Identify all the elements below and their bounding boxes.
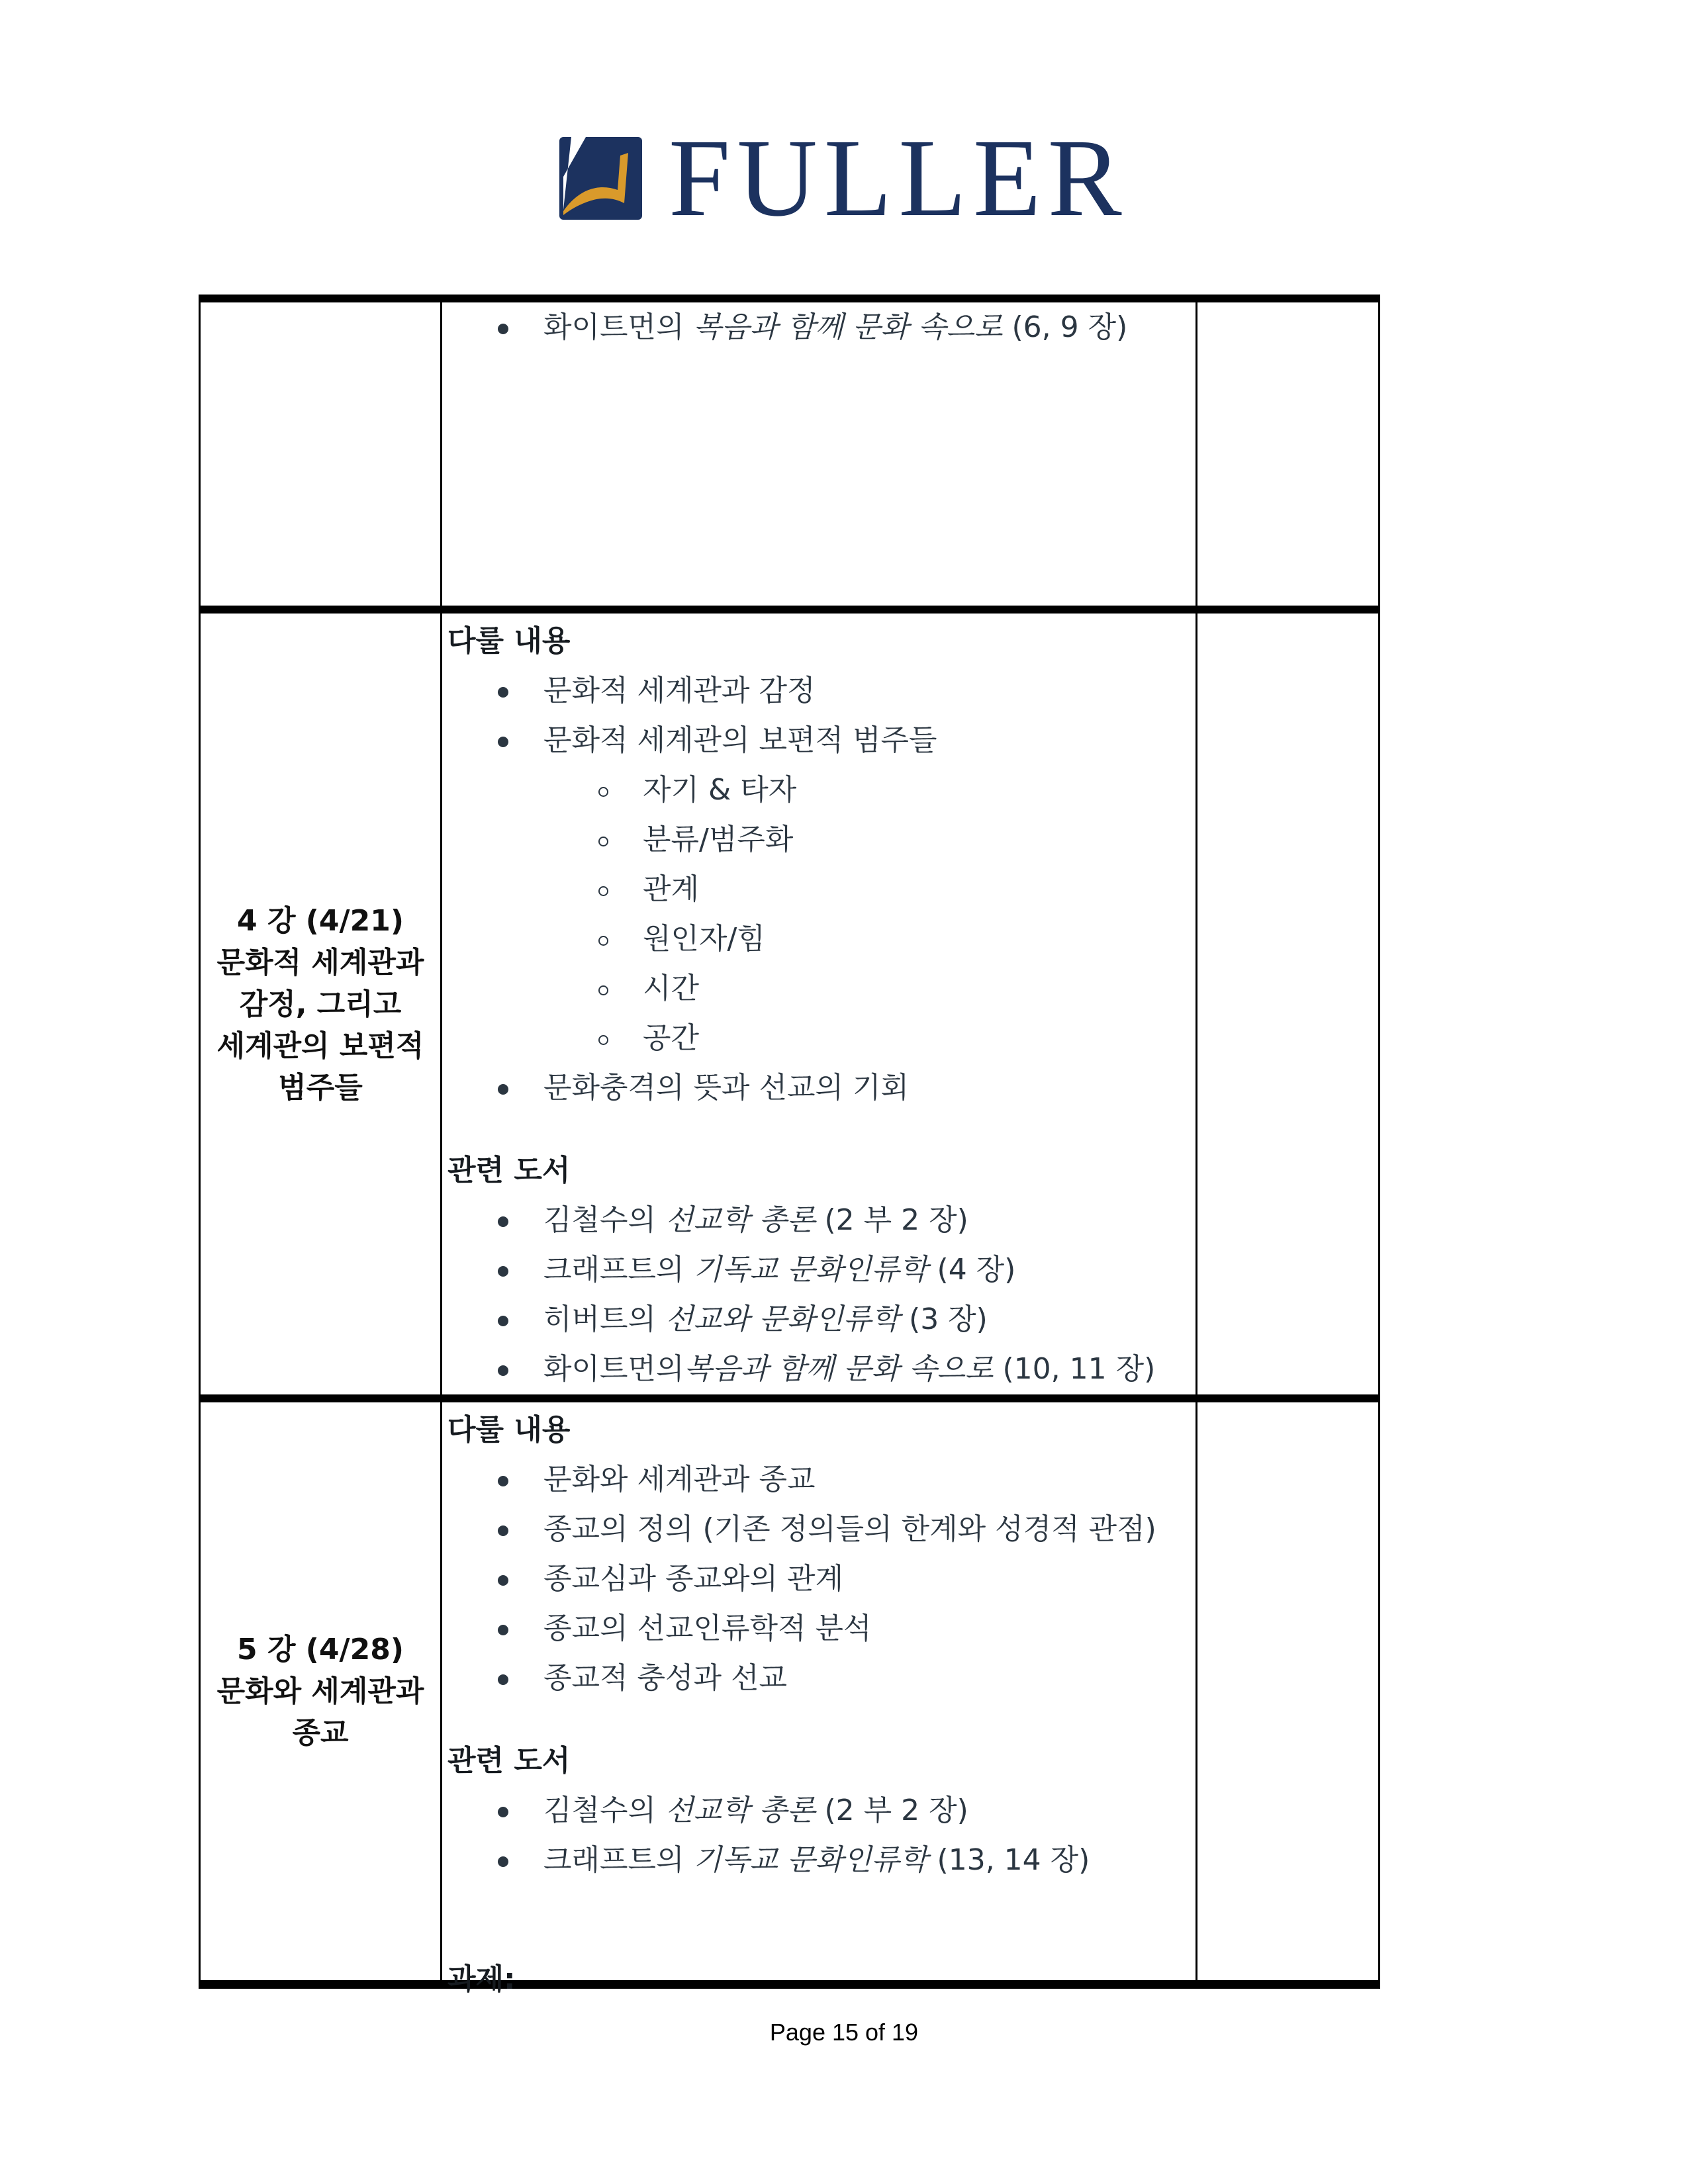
readings-heading: 관련 도서 xyxy=(447,1744,571,1778)
bullet-icon xyxy=(498,1084,508,1095)
table-row xyxy=(199,1394,1380,1996)
bullet-icon xyxy=(498,1266,508,1277)
book-title: 선교와 문화인류학 xyxy=(665,1302,900,1336)
hollow-bullet-icon xyxy=(598,985,608,995)
table-row xyxy=(199,295,1380,606)
session-cell xyxy=(199,614,440,1394)
list-item: 종교의 선교인류학적 분석 xyxy=(447,1604,1196,1653)
notes-cell xyxy=(1196,614,1380,1394)
list-item: 화이트먼의복음과 함께 문화 속으로 (10, 11 장) xyxy=(447,1344,1196,1394)
list-item: 문화적 세계관의 보편적 범주들 xyxy=(447,715,1196,765)
hollow-bullet-icon xyxy=(598,787,608,797)
session-title: 5 강 (4/28) 문화와 세계관과 종교 xyxy=(216,1633,424,1750)
hollow-bullet-icon xyxy=(598,886,608,896)
bullet-icon xyxy=(498,1316,508,1326)
bullet-icon xyxy=(498,324,508,334)
topic-list xyxy=(447,666,1196,1113)
session-cell xyxy=(199,302,440,606)
list-item: 종교심과 종교와의 관계 xyxy=(447,1554,1196,1604)
bullet-icon xyxy=(498,687,508,698)
hollow-bullet-icon xyxy=(598,837,608,846)
reading-list xyxy=(447,1195,1196,1394)
bullet-icon xyxy=(498,1365,508,1376)
list-item: 문화적 세계관과 감정 xyxy=(447,666,1196,715)
sub-list-item: 시간 xyxy=(447,964,1196,1013)
list-item: 크래프트의 기독교 문화인류학 (13, 14 장) xyxy=(447,1835,1196,1885)
spacer xyxy=(447,1703,1196,1736)
content-cell xyxy=(440,302,1196,606)
fuller-logo xyxy=(559,116,1129,240)
notes-cell xyxy=(1196,302,1380,606)
list-item: 문화충격의 뜻과 선교의 기회 xyxy=(447,1063,1196,1113)
list-item: 크래프트의 기독교 문화인류학 (4 장) xyxy=(447,1245,1196,1295)
logo-wordmark: FULLER xyxy=(669,116,1129,240)
table-row xyxy=(199,606,1380,1394)
session-title: 4 강 (4/21) 문화적 세계관과 감정, 그리고 세계관의 보편적 범주들 xyxy=(216,903,424,1105)
bullet-icon xyxy=(498,1856,508,1867)
bullet-icon xyxy=(498,1216,508,1227)
list-item: 화이트먼의 복음과 함께 문화 속으로 (6, 9 장) xyxy=(447,302,1196,352)
bullet-icon xyxy=(498,1674,508,1685)
sub-list-item: 자기 & 타자 xyxy=(447,765,1196,815)
session-cell xyxy=(199,1402,440,1980)
spacer xyxy=(447,1885,1196,1954)
content-cell xyxy=(440,1402,1196,1996)
page-number: Page 15 of 19 xyxy=(769,2019,919,2046)
assignment-heading: 과제: xyxy=(447,1962,516,1996)
list-item: 종교적 충성과 선교 xyxy=(447,1653,1196,1703)
book-title: 복음과 함께 문화 속으로 xyxy=(693,310,1003,344)
spacer xyxy=(447,1113,1196,1146)
readings-heading: 관련 도서 xyxy=(447,1154,571,1187)
book-title: 기독교 문화인류학 xyxy=(693,1253,928,1287)
bullet-icon xyxy=(498,737,508,747)
book-title: 복음과 함께 문화 속으로 xyxy=(684,1352,994,1386)
bullet-icon xyxy=(498,1476,508,1486)
bullet-icon xyxy=(498,1575,508,1586)
book-title: 기독교 문화인류학 xyxy=(693,1843,928,1877)
schedule-table xyxy=(199,295,1380,1996)
reading-list xyxy=(447,302,1196,352)
sub-list-item: 관계 xyxy=(447,864,1196,914)
hollow-bullet-icon xyxy=(598,936,608,946)
list-item: 김철수의 선교학 총론 (2 부 2 장) xyxy=(447,1786,1196,1835)
sub-list-item: 공간 xyxy=(447,1013,1196,1063)
bullet-icon xyxy=(498,1807,508,1817)
topic-list xyxy=(447,1455,1196,1703)
bullet-icon xyxy=(498,1625,508,1635)
topics-heading: 다룰 내용 xyxy=(447,624,571,658)
topics-heading: 다룰 내용 xyxy=(447,1413,571,1447)
notes-cell xyxy=(1196,1402,1380,1980)
list-item: 문화와 세계관과 종교 xyxy=(447,1455,1196,1504)
sub-list-item: 원인자/힘 xyxy=(447,914,1196,964)
hollow-bullet-icon xyxy=(598,1035,608,1045)
list-item: 김철수의 선교학 총론 (2 부 2 장) xyxy=(447,1195,1196,1245)
list-item: 종교의 정의 (기존 정의들의 한계와 성경적 관점) xyxy=(447,1504,1196,1554)
reading-list xyxy=(447,1786,1196,1885)
content-cell xyxy=(440,614,1196,1394)
book-page-icon xyxy=(559,137,642,220)
list-item: 히버트의 선교와 문화인류학 (3 장) xyxy=(447,1295,1196,1344)
book-title: 선교학 총론 xyxy=(665,1794,816,1827)
bullet-icon xyxy=(498,1525,508,1536)
book-title: 선교학 총론 xyxy=(665,1203,816,1237)
sub-list-item: 분류/범주화 xyxy=(447,815,1196,864)
